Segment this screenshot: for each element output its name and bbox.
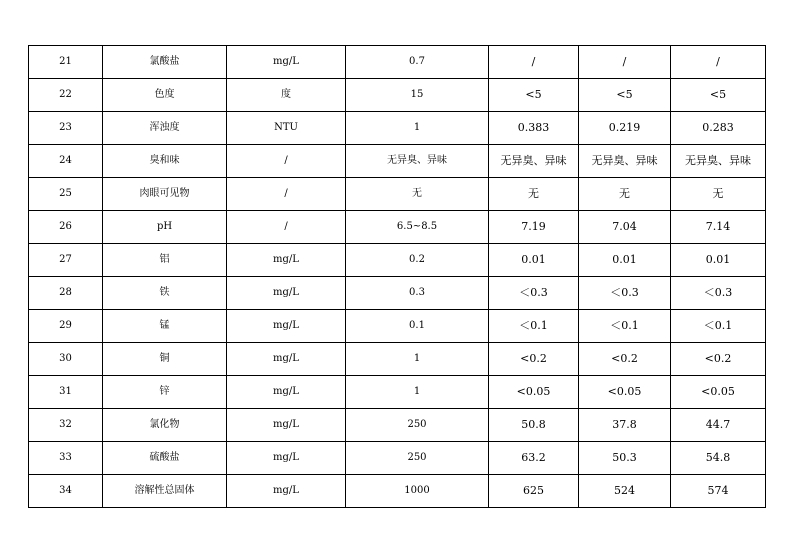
cell-result-1: 625 (489, 475, 579, 508)
cell-result-2: 50.3 (579, 442, 671, 475)
cell-item: 锰 (103, 310, 227, 343)
cell-unit: / (227, 145, 346, 178)
cell-item: 氯酸盐 (103, 46, 227, 79)
cell-index: 24 (29, 145, 103, 178)
cell-limit: 无异臭、异味 (346, 145, 489, 178)
cell-index: 31 (29, 376, 103, 409)
cell-unit: mg/L (227, 244, 346, 277)
cell-item: pH (103, 211, 227, 244)
cell-result-2: ＜0.3 (579, 277, 671, 310)
cell-index: 34 (29, 475, 103, 508)
cell-result-1: ＜0.3 (489, 277, 579, 310)
cell-item: 铜 (103, 343, 227, 376)
cell-unit: / (227, 211, 346, 244)
table-row (29, 310, 766, 343)
cell-limit: 15 (346, 79, 489, 112)
cell-limit: 1 (346, 376, 489, 409)
table-body (29, 46, 766, 508)
cell-result-2: 无异臭、异味 (579, 145, 671, 178)
cell-limit: 0.3 (346, 277, 489, 310)
cell-result-2: <0.05 (579, 376, 671, 409)
cell-unit: mg/L (227, 343, 346, 376)
cell-unit: / (227, 178, 346, 211)
cell-item: 溶解性总固体 (103, 475, 227, 508)
cell-result-3: 无 (671, 178, 766, 211)
cell-unit: 度 (227, 79, 346, 112)
cell-item: 色度 (103, 79, 227, 112)
cell-result-3: 44.7 (671, 409, 766, 442)
cell-unit: NTU (227, 112, 346, 145)
cell-result-2: 7.04 (579, 211, 671, 244)
cell-result-3: ＜0.3 (671, 277, 766, 310)
cell-result-1: 0.383 (489, 112, 579, 145)
cell-result-2: 37.8 (579, 409, 671, 442)
table-row (29, 244, 766, 277)
cell-limit: 0.1 (346, 310, 489, 343)
cell-index: 22 (29, 79, 103, 112)
cell-result-3: <0.05 (671, 376, 766, 409)
table-row (29, 409, 766, 442)
cell-result-2: <5 (579, 79, 671, 112)
table-row (29, 211, 766, 244)
table-row (29, 442, 766, 475)
cell-result-2: 0.01 (579, 244, 671, 277)
cell-result-1: 0.01 (489, 244, 579, 277)
cell-limit: 无 (346, 178, 489, 211)
cell-item: 铁 (103, 277, 227, 310)
cell-limit: 1 (346, 343, 489, 376)
table-row (29, 145, 766, 178)
cell-unit: mg/L (227, 277, 346, 310)
cell-index: 26 (29, 211, 103, 244)
cell-index: 33 (29, 442, 103, 475)
cell-limit: 250 (346, 409, 489, 442)
table-row (29, 112, 766, 145)
cell-index: 21 (29, 46, 103, 79)
cell-result-1: 63.2 (489, 442, 579, 475)
cell-result-1: 7.19 (489, 211, 579, 244)
cell-item: 锌 (103, 376, 227, 409)
cell-item: 铝 (103, 244, 227, 277)
cell-item: 硫酸盐 (103, 442, 227, 475)
cell-result-1: 无 (489, 178, 579, 211)
cell-index: 29 (29, 310, 103, 343)
cell-result-1: / (489, 46, 579, 79)
cell-limit: 1000 (346, 475, 489, 508)
cell-result-1: <0.2 (489, 343, 579, 376)
table-row (29, 475, 766, 508)
water-quality-table (28, 45, 766, 508)
cell-result-3: 无异臭、异味 (671, 145, 766, 178)
cell-index: 30 (29, 343, 103, 376)
cell-unit: mg/L (227, 46, 346, 79)
table-row (29, 376, 766, 409)
cell-result-2: 524 (579, 475, 671, 508)
cell-limit: 0.7 (346, 46, 489, 79)
cell-limit: 1 (346, 112, 489, 145)
cell-limit: 6.5~8.5 (346, 211, 489, 244)
cell-result-2: ＜0.1 (579, 310, 671, 343)
table-row (29, 343, 766, 376)
cell-index: 27 (29, 244, 103, 277)
cell-item: 肉眼可见物 (103, 178, 227, 211)
cell-result-3: 7.14 (671, 211, 766, 244)
table-row (29, 277, 766, 310)
cell-result-3: / (671, 46, 766, 79)
cell-result-2: / (579, 46, 671, 79)
cell-result-1: 50.8 (489, 409, 579, 442)
cell-item: 氯化物 (103, 409, 227, 442)
cell-limit: 250 (346, 442, 489, 475)
cell-result-1: ＜0.1 (489, 310, 579, 343)
cell-index: 23 (29, 112, 103, 145)
cell-index: 32 (29, 409, 103, 442)
table-row (29, 46, 766, 79)
cell-result-3: 0.01 (671, 244, 766, 277)
table-row (29, 178, 766, 211)
cell-item: 浑浊度 (103, 112, 227, 145)
cell-result-3: 54.8 (671, 442, 766, 475)
cell-result-1: <0.05 (489, 376, 579, 409)
table-row (29, 79, 766, 112)
cell-item: 臭和味 (103, 145, 227, 178)
cell-unit: mg/L (227, 442, 346, 475)
cell-unit: mg/L (227, 376, 346, 409)
cell-result-1: 无异臭、异味 (489, 145, 579, 178)
cell-result-3: ＜0.1 (671, 310, 766, 343)
cell-unit: mg/L (227, 475, 346, 508)
cell-index: 28 (29, 277, 103, 310)
cell-result-3: 574 (671, 475, 766, 508)
cell-limit: 0.2 (346, 244, 489, 277)
cell-unit: mg/L (227, 310, 346, 343)
cell-result-3: <5 (671, 79, 766, 112)
cell-result-2: 0.219 (579, 112, 671, 145)
cell-result-1: <5 (489, 79, 579, 112)
cell-unit: mg/L (227, 409, 346, 442)
cell-result-3: <0.2 (671, 343, 766, 376)
cell-result-3: 0.283 (671, 112, 766, 145)
cell-result-2: 无 (579, 178, 671, 211)
cell-index: 25 (29, 178, 103, 211)
cell-result-2: <0.2 (579, 343, 671, 376)
